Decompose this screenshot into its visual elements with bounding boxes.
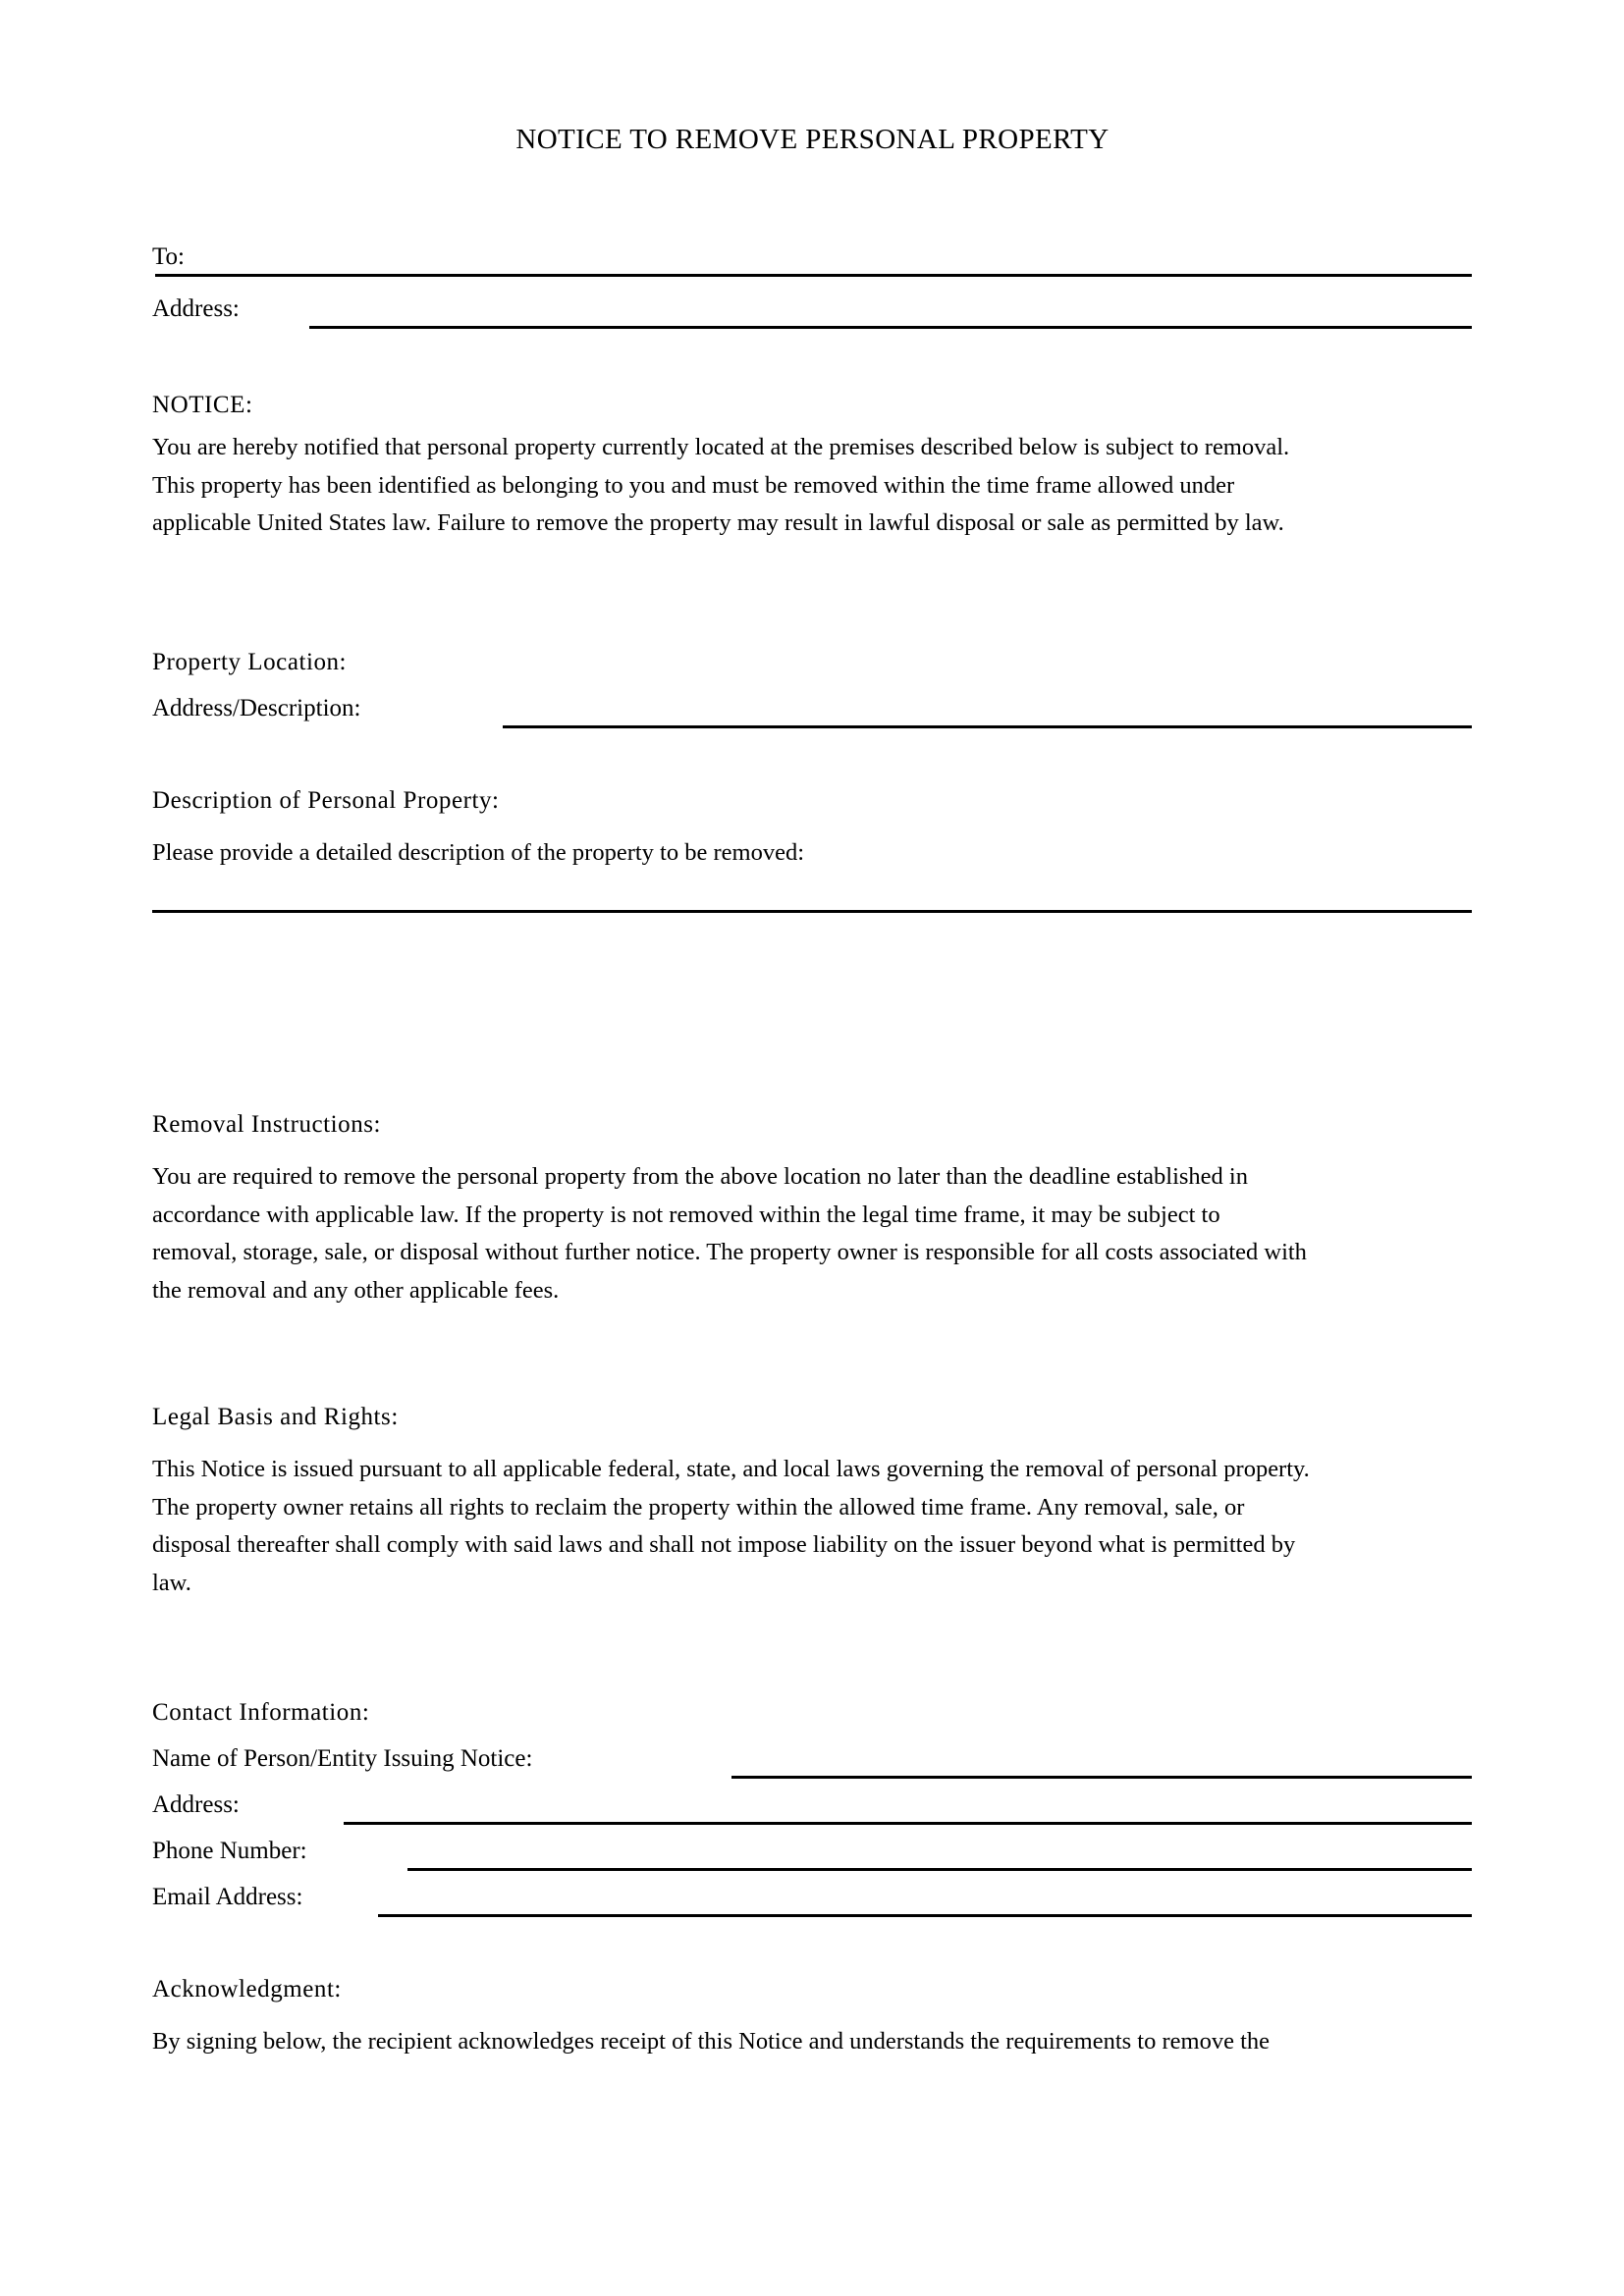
field-row-address-description <box>152 696 1473 729</box>
notice-body <box>152 429 1473 543</box>
acknowledgment-heading: Acknowledgment: <box>152 1976 342 2002</box>
address-input-rule[interactable] <box>309 326 1472 329</box>
field-row-issuer-email <box>152 1885 1473 1918</box>
issuer-name-input-rule[interactable] <box>731 1776 1472 1779</box>
legal-basis-body-line: The property owner retains all rights to reclaim the property within the allowed time frame. Any removal, sale, or <box>152 1493 1245 1521</box>
property-description-heading: Description of Personal Property: <box>152 787 500 814</box>
notice-body-line: This property has been identified as belonging to you and must be removed within the time frame allowed under <box>152 471 1235 499</box>
contact-information-heading: Contact Information: <box>152 1699 370 1726</box>
legal-basis-body-line: disposal thereafter shall comply with said laws and shall not impose liability on the issuer beyond what is permitted by <box>152 1531 1296 1558</box>
field-row-issuer-address <box>152 1792 1473 1826</box>
legal-basis-body-line: law. <box>152 1569 191 1596</box>
issuer-phone-input-rule[interactable] <box>407 1868 1472 1871</box>
field-row-to <box>152 244 1473 278</box>
issuer-name-label: Name of Person/Entity Issuing Notice: <box>152 1745 533 1772</box>
issuer-email-label: Email Address: <box>152 1884 303 1910</box>
notice-heading: NOTICE: <box>152 392 253 418</box>
to-label: To: <box>152 243 185 270</box>
to-input-rule[interactable] <box>155 274 1472 277</box>
acknowledgment-body <box>152 2023 1473 2061</box>
removal-instructions-heading: Removal Instructions: <box>152 1111 382 1138</box>
acknowledgment-body-line: By signing below, the recipient acknowledges receipt of this Notice and understands the requirements to remove the <box>152 2028 1271 2055</box>
address-description-input-rule[interactable] <box>503 725 1472 728</box>
removal-instructions-body-line: the removal and any other applicable fees. <box>152 1276 560 1304</box>
issuer-phone-label: Phone Number: <box>152 1838 307 1864</box>
property-description-input-rule[interactable] <box>152 910 1472 913</box>
page-title: NOTICE TO REMOVE PERSONAL PROPERTY <box>515 124 1110 155</box>
removal-instructions-body-line: You are required to remove the personal property from the above location no later than the deadline established in <box>152 1163 1248 1190</box>
notice-body-line: You are hereby notified that personal property currently located at the premises described below is subject to removal. <box>152 434 1290 460</box>
legal-basis-heading: Legal Basis and Rights: <box>152 1404 399 1430</box>
notice-body-line: applicable United States law. Failure to remove the property may result in lawful disposal or sale as permitted by law. <box>152 509 1284 536</box>
field-row-issuer-name <box>152 1746 1473 1780</box>
property-description-prompt <box>152 834 1473 873</box>
address-description-label: Address/Description: <box>152 695 361 721</box>
removal-instructions-body-line: removal, storage, sale, or disposal without further notice. The property owner is responsible for all costs associated with <box>152 1239 1307 1265</box>
address-label: Address: <box>152 295 240 322</box>
issuer-address-input-rule[interactable] <box>344 1822 1472 1825</box>
field-row-address <box>152 296 1473 330</box>
removal-instructions-body-line: accordance with applicable law. If the property is not removed within the legal time frame, it may be subject to <box>152 1201 1220 1228</box>
legal-basis-body <box>152 1451 1473 1602</box>
removal-instructions-body <box>152 1158 1473 1309</box>
property-description-prompt-line: Please provide a detailed description of the property to be removed: <box>152 839 805 866</box>
legal-basis-body-line: This Notice is issued pursuant to all applicable federal, state, and local laws governing the removal of personal property. <box>152 1456 1310 1482</box>
issuer-email-input-rule[interactable] <box>378 1914 1472 1917</box>
property-location-heading: Property Location: <box>152 649 348 675</box>
issuer-address-label: Address: <box>152 1791 240 1818</box>
field-row-issuer-phone <box>152 1839 1473 1872</box>
